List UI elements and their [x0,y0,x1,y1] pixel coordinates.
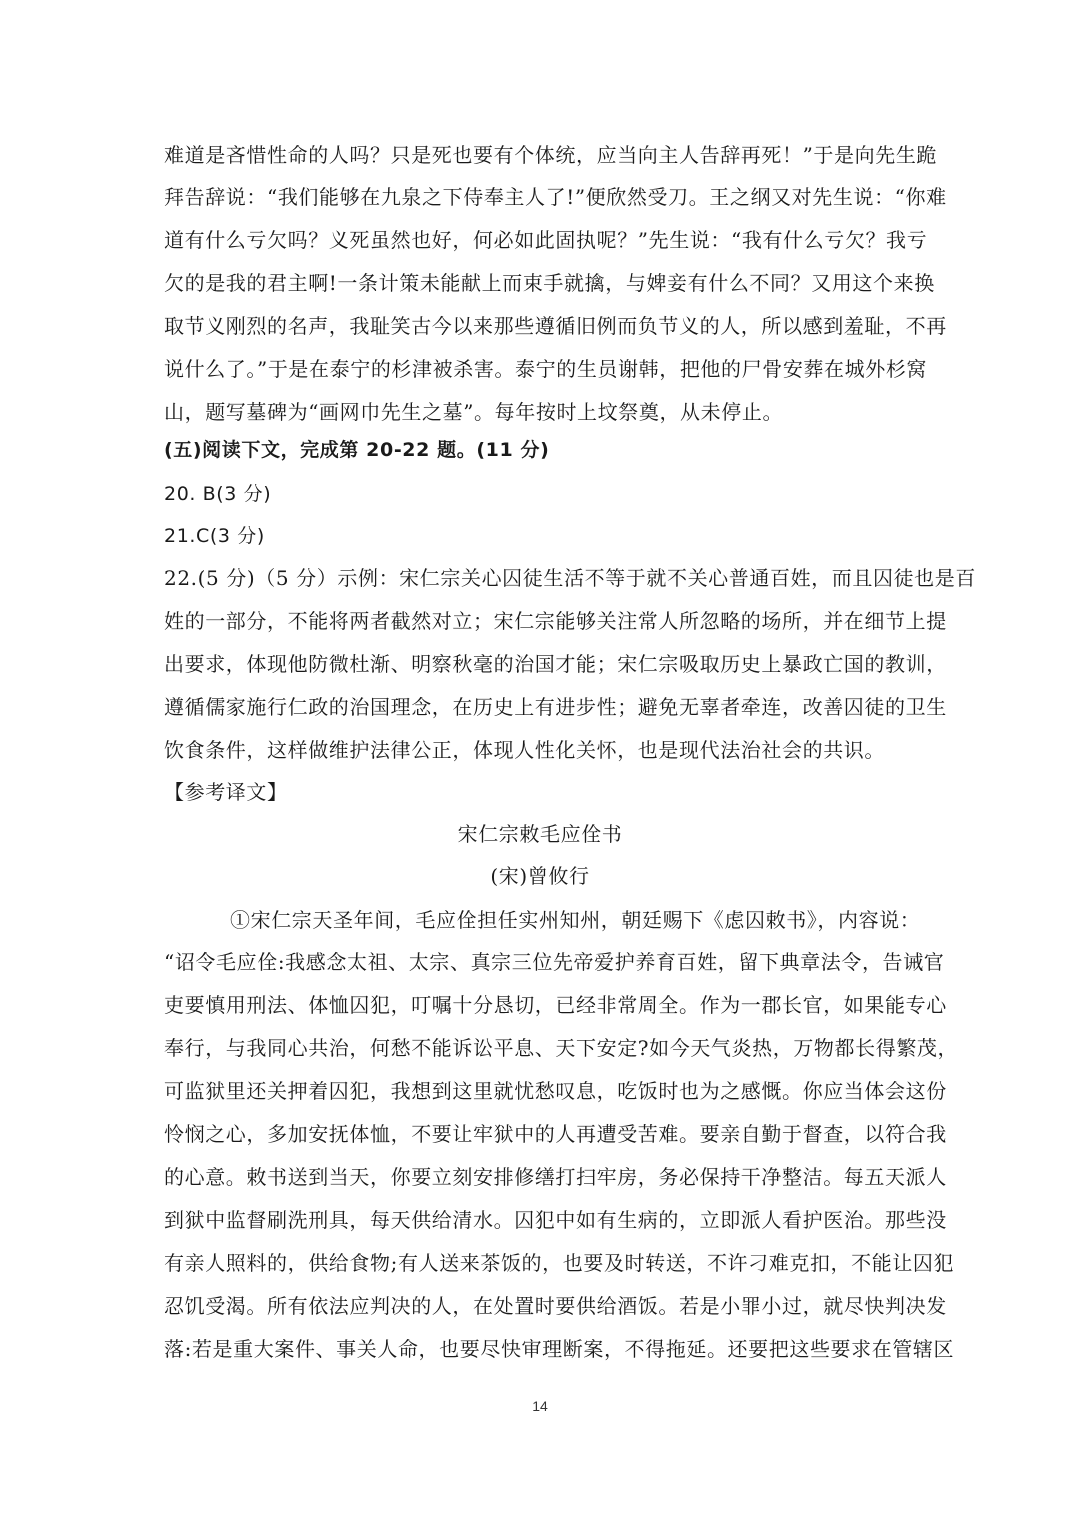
text-line: 的心意。敕书送到当天，你要立刻安排修缮打扫牢房，务必保持干净整洁。每五天派人 [164,1165,947,1189]
text-line: “诏令毛应佺:我感念太祖、太宗、真宗三位先帝爱护养育百姓，留下典章法令，告诫官 [164,950,945,974]
reference-label: 【参考译文】 [164,780,288,804]
answer-22-line: 饮食条件，这样做维护法律公正，体现人性化关怀，也是现代法治社会的共识。 [164,738,885,762]
answer-20: 20. B(3 分) [164,483,272,505]
section-heading: (五)阅读下文，完成第 20-22 题。(11 分) [164,439,550,461]
answer-22-line: 出要求，体现他防微杜渐、明察秋毫的治国才能；宋仁宗吸取历史上暴政亡国的教训， [164,652,947,676]
text-line: 到狱中监督刷洗刑具，每天供给清水。囚犯中如有生病的，立即派人看护医治。那些没 [164,1208,947,1232]
text-line: 怜悯之心，多加安抚体恤，不要让牢狱中的人再遭受苦难。要亲自勤于督查，以符合我 [164,1122,947,1146]
text-line: 可监狱里还关押着囚犯，我想到这里就忧愁叹息，吃饭时也为之感慨。你应当体会这份 [164,1079,947,1103]
text-line: 欠的是我的君主啊!一条计策未能献上而束手就擒，与婢妾有什么不同？又用这个来换 [164,271,935,295]
text-line: 说什么了。”于是在泰宁的杉津被杀害。泰宁的生员谢韩，把他的尸骨安葬在城外杉窝 [164,357,928,381]
answer-21: 21.C(3 分) [164,525,265,547]
text-line: 奉行，与我同心共治，何愁不能诉讼平息、天下安定?如今天气炎热，万物都长得繁茂， [164,1036,959,1060]
text-line: 取节义刚烈的名声，我耻笑古今以来那些遵循旧例而负节义的人，所以感到羞耻，不再 [164,314,947,338]
text-line: 拜告辞说：“我们能够在九泉之下侍奉主人了!”便欣然受刀。王之纲又对先生说：“你难 [164,185,947,209]
reference-title: 宋仁宗敕毛应佺书 [457,822,623,846]
text-line: 忍饥受渴。所有依法应判决的人，在处置时要供给酒饭。若是小罪小过，就尽快判决发 [164,1294,947,1318]
answer-22-line: 遵循儒家施行仁政的治国理念，在历史上有进步性；避免无辜者牵连，改善囚徒的卫生 [164,695,947,719]
answer-22-line: 22.(5 分)（5 分）示例：宋仁宗关心囚徒生活不等于就不关心普通百姓，而且囚徒也是百 [164,566,976,590]
text-line: 难道是吝惜性命的人吗？只是死也要有个体统，应当向主人告辞再死！”于是向先生跪 [164,143,938,167]
text-line: 落:若是重大案件、事关人命，也要尽快审理断案，不得拖延。还要把这些要求在管辖区 [164,1337,955,1361]
reference-author: (宋)曾攸行 [490,864,590,888]
page-number: 14 [532,1398,548,1414]
text-line: ①宋仁宗天圣年间，毛应佺担任实州知州，朝廷赐下《虑囚敕书》，内容说： [230,908,921,932]
text-line: 有亲人照料的，供给食物;有人送来茶饭的，也要及时转送，不许刁难克扣，不能让囚犯 [164,1251,955,1275]
text-line: 道有什么亏欠吗？义死虽然也好，何必如此固执呢？”先生说：“我有什么亏欠？我亏 [164,228,928,252]
answer-22-line: 姓的一部分，不能将两者截然对立；宋仁宗能够关注常人所忽略的场所，并在细节上提 [164,609,947,633]
text-line: 山，题写墓碑为“画网巾先生之墓”。每年按时上坟祭奠，从未停止。 [164,400,784,424]
text-line: 吏要慎用刑法、体恤囚犯，叮嘱十分恳切，已经非常周全。作为一郡长官，如果能专心 [164,993,947,1017]
